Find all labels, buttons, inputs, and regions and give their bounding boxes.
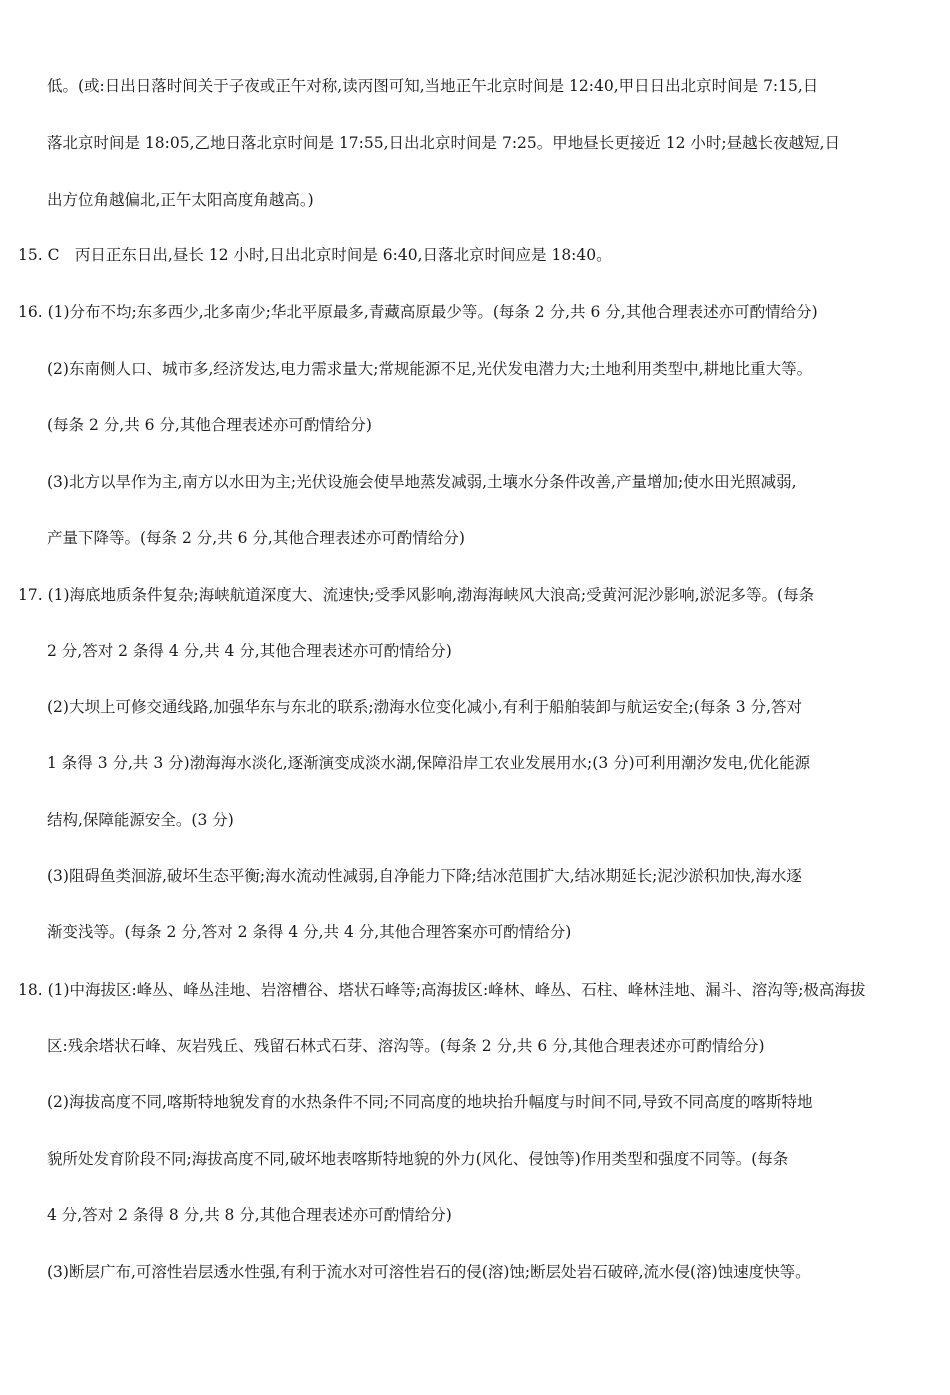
text-line: 低。(或:日出日落时间关于子夜或正午对称,读丙图可知,当地正午北京时间是 12:40,甲日日出北京时间是 7:15,日 [47, 77, 819, 95]
text-line: 4 分,答对 2 条得 8 分,共 8 分,其他合理表述亦可酌情给分) [47, 1206, 452, 1224]
answer-16-2: (2)东南侧人口、城市多,经济发达,电力需求量大;常规能源不足,光伏发电潜力大;土地利用类型中,耕地比重大等。 [47, 360, 813, 378]
answer-16-3: (3)北方以旱作为主,南方以水田为主;光伏设施会使旱地蒸发减弱,土壤水分条件改善,产量增加;使水田光照减弱, [47, 473, 797, 491]
answer-18-1: 18. (1)中海拔区:峰丛、峰丛洼地、岩溶槽谷、塔状石峰等;高海拔区:峰林、峰丛、石柱、峰林洼地、漏斗、溶沟等;极高海拔 [18, 981, 866, 999]
answer-18-2: (2)海拔高度不同,喀斯特地貌发育的水热条件不同;不同高度的地块抬升幅度与时间不同,导致不同高度的喀斯特地 [47, 1093, 813, 1111]
text-line: 结构,保障能源安全。(3 分) [47, 811, 234, 829]
text-line: 区:残余塔状石峰、灰岩残丘、残留石林式石芽、溶沟等。(每条 2 分,共 6 分,其他合理表述亦可酌情给分) [47, 1037, 765, 1055]
answer-15: 15. C 丙日正东日出,昼长 12 小时,日出北京时间是 6:40,日落北京时间应是 18:40。 [18, 246, 612, 264]
text-line: 1 条得 3 分,共 3 分)渤海海水淡化,逐渐演变成淡水湖,保障沿岸工农业发展用水;(3 分)可利用潮汐发电,优化能源 [47, 754, 811, 772]
text-line: (每条 2 分,共 6 分,其他合理表述亦可酌情给分) [47, 416, 372, 434]
text-line: 貌所处发育阶段不同;海拔高度不同,破坏地表喀斯特地貌的外力(风化、侵蚀等)作用类型和强度不同等。(每条 [47, 1150, 789, 1168]
answer-17-2: (2)大坝上可修交通线路,加强华东与东北的联系;渤海水位变化减小,有利于船舶装卸与航运安全;(每条 3 分,答对 [47, 698, 802, 716]
text-line: 出方位角越偏北,正午太阳高度角越高。) [47, 191, 314, 209]
text-line: 2 分,答对 2 条得 4 分,共 4 分,其他合理表述亦可酌情给分) [47, 642, 452, 660]
answer-17-3: (3)阻碍鱼类洄游,破坏生态平衡;海水流动性减弱,自净能力下降;结冰范围扩大,结冰期延长;泥沙淤积加快,海水逐 [47, 867, 802, 885]
answer-17-1: 17. (1)海底地质条件复杂;海峡航道深度大、流速快;受季风影响,渤海海峡风大浪高;受黄河泥沙影响,淤泥多等。(每条 [18, 586, 815, 604]
text-line: 渐变浅等。(每条 2 分,答对 2 条得 4 分,共 4 分,其他合理答案亦可酌情给分) [47, 923, 572, 941]
text-line: 落北京时间是 18:05,乙地日落北京时间是 17:55,日出北京时间是 7:25。甲地昼长更接近 12 小时;昼越长夜越短,日 [47, 134, 841, 152]
answer-18-3: (3)断层广布,可溶性岩层透水性强,有利于流水对可溶性岩石的侵(溶)蚀;断层处岩石破碎,流水侵(溶)蚀速度快等。 [47, 1263, 811, 1281]
text-line: 产量下降等。(每条 2 分,共 6 分,其他合理表述亦可酌情给分) [47, 529, 465, 547]
answer-16-1: 16. (1)分布不均;东多西少,北多南少;华北平原最多,青藏高原最少等。(每条 2 分,共 6 分,其他合理表述亦可酌情给分) [18, 303, 818, 321]
